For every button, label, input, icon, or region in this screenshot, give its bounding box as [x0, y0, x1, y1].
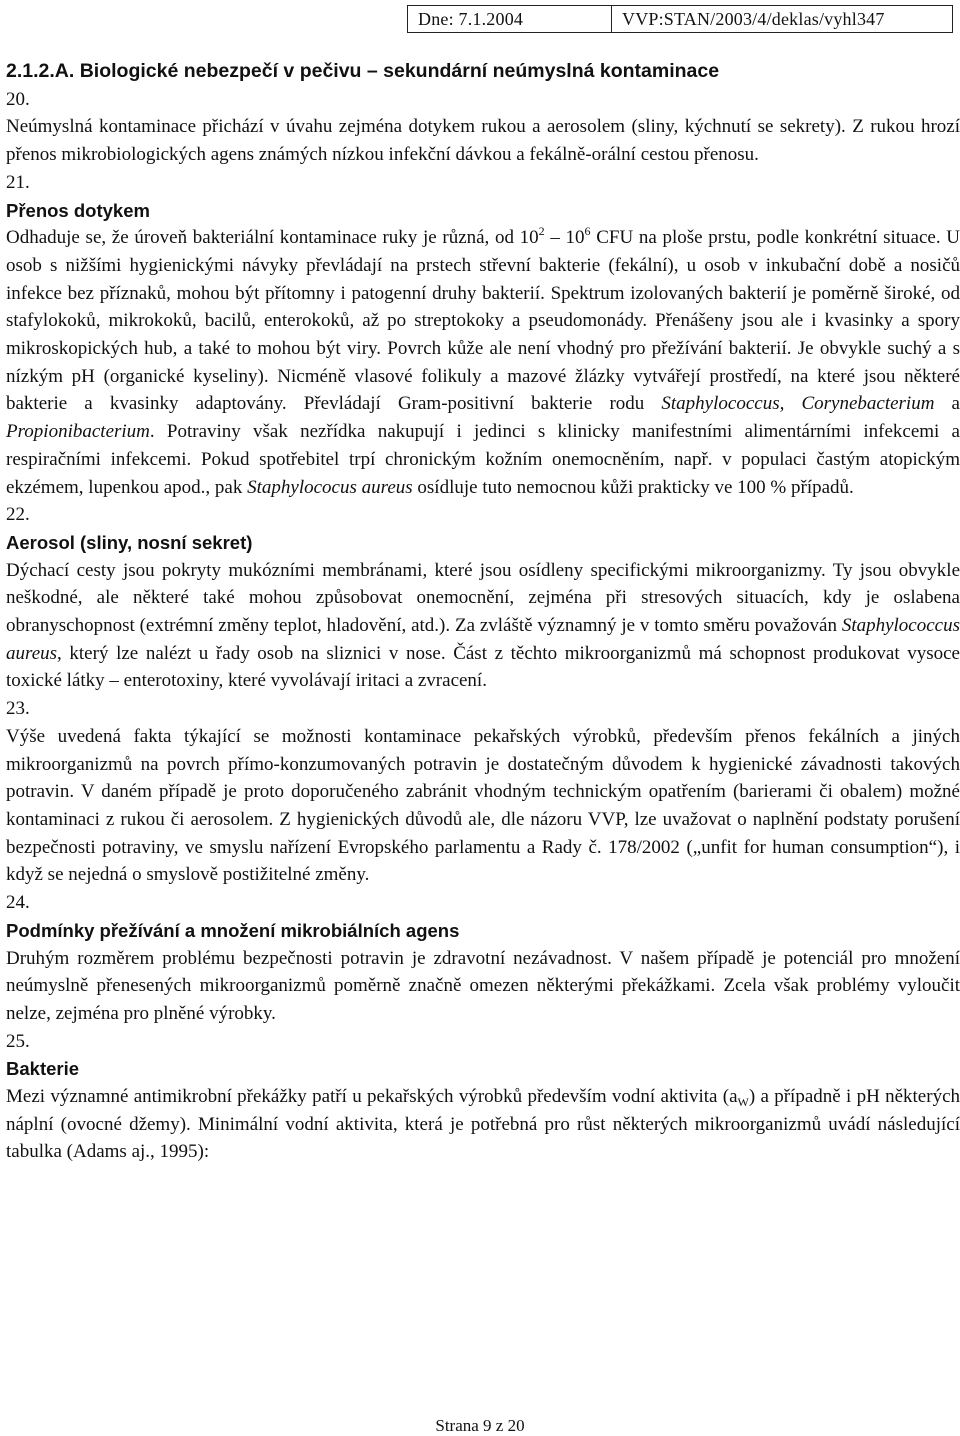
- heading-prenos-dotykem: Přenos dotykem: [6, 199, 150, 221]
- p22-text-b: , který lze nalézt u řady osob na sliznici v nose. Část z těchto mikroorganizmů má schopnost produkovat vysoce toxické látky – enterotoxiny, které vyvolávají iritaci a zvracení.: [6, 642, 960, 692]
- p25-text-a: Mezi významné antimikrobní překážky patří u pekařských výrobků především vodní aktivita (a: [6, 1086, 738, 1108]
- p25-subscript-w: W: [737, 1095, 749, 1110]
- paragraph-20-text: Neúmyslná kontaminace přichází v úvahu zejména dotykem rukou a aerosolem (sliny, kýchnutí se sekrety). Z rukou hrozí přenos mikrobiologických agens známých nízkou infekční dávkou a fekálně-orální cestou přenosu.: [6, 116, 960, 166]
- p21-text-b: – 10: [544, 227, 585, 249]
- section-title: 2.1.2.A. Biologické nebezpečí v pečivu – sekundární neúmyslná kontaminace: [6, 60, 720, 82]
- paragraph-22-text: [6, 557, 960, 696]
- paragraph-number-21: 21.: [6, 171, 30, 193]
- paragraph-25-text: [6, 1083, 960, 1166]
- page-content: [6, 58, 960, 1166]
- paragraph-number-23: 23.: [6, 698, 30, 720]
- p21-text-c: CFU na ploše prstu, podle konkrétní situace. U osob s nižšími hygienickými návyky převládají na prstech střevní bakterie (fekální), u osob v inkubační době a nosičů infekce bez příznaků, mohou být přítomny i patogenní druhy bakterií. Spektrum izolovaných bakterií je poměrně široké, od stafylokoků, mikrokoků, bacilů, enterokoků, až po streptokoky a pseudomonády. Přenášeny jsou ale i kvasinky a spory mikroskopických hub, a také to mohou být viry. Povrch kůže ale není vhodný pro přežívání bakterií. Je obvykle suchý a s nízkým pH (organické kyseliny). Nicméně vlasové folikuly a mazové žlázky vytvářejí prostředí, na které jsou některé bakterie a kvasinky adaptovány. Převládají Gram-positivní bakterie rodu: [6, 227, 960, 415]
- p25-text-b: ) a případně i pH některých náplní (ovocné džemy). Minimální vodní aktivita, která je potřebná pro růst některých mikroorganizmů uvádí následující tabulka (Adams aj., 1995):: [6, 1086, 960, 1163]
- heading-bakterie: Bakterie: [6, 1058, 80, 1080]
- header-date: Dne: 7.1.2004: [418, 9, 524, 29]
- paragraph-number-24: 24.: [6, 892, 30, 914]
- p21-text-d: a: [934, 393, 960, 415]
- paragraph-number-22: 22.: [6, 504, 30, 526]
- p21-exponent-b: 6: [584, 224, 591, 239]
- paragraph-24-text: Druhým rozměrem problému bezpečnosti potravin je zdravotní nezávadnost. V našem případě je potenciál pro množení neúmyslně přenesených mikroorganizmů poměrně značně omezen některými překážkami. Zcela však problémy vyloučit nelze, zejména pro plněné výrobky.: [6, 947, 960, 1024]
- p21-italic-staph-aureus: Staphylococus aureus: [247, 476, 413, 498]
- p21-text-a: Odhaduje se, že úroveň bakteriální kontaminace ruky je různá, od 10: [6, 227, 539, 249]
- p21-exponent-a: 2: [538, 224, 545, 239]
- document-header: [407, 5, 953, 33]
- paragraph-number-20: 20.: [6, 88, 30, 110]
- paragraph-number-25: 25.: [6, 1030, 30, 1052]
- p22-text-a: Dýchací cesty jsou pokryty mukózními membránami, které jsou osídleny specifickými mikroorganizmy. Ty jsou obvykle neškodné, ale některé také mohou způsobovat onemocnění, zejména při stresových situacích, kdy je oslabena obranyschopnost (extrémní změny teplot, hladovění, atd.). Za zvláště významný je v tomto směru považován: [6, 559, 960, 637]
- page-number: Strana 9 z 20: [435, 1416, 525, 1435]
- heading-podminky: Podmínky přežívání a množení mikrobiálních agens: [6, 919, 460, 941]
- p22-italic-staph-aureus: Staphylococcus aureus: [6, 615, 960, 664]
- header-reference: VVP:STAN/2003/4/deklas/vyhl347: [622, 9, 885, 29]
- p21-text-e: . Potraviny však nezřídka nakupují i jedinci s klinicky manifestními alimentárními infekcemi a respiračními infekcemi. Pokud spotřebitel trpí chronickým kožním onemocněním, např. v populaci častým atopickým ekzémem, lupenkou apod., pak: [6, 421, 960, 498]
- paragraph-23-text: Výše uvedená fakta týkající se možnosti kontaminace pekařských výrobků, především přenos fekálních a jiných mikroorganizmů na povrch přímo-konzumovaných potravin je dostatečným důvodem k hygienické závadnosti takových potravin. V daném případě je proto doporučeného zabránit vhodným technickým opatřením (barierami či obalem) možné kontaminaci z rukou či aerosolem. Z hygienických důvodů ale, dle názoru VVP, lze uvažovat o naplnění podstaty porušení bezpečnosti potraviny, ve smyslu nařízení Evropského parlamentu a Rady č. 178/2002 („unfit for human consumption“), i když se nejedná o smyslově postižitelné změny.: [6, 725, 960, 886]
- paragraph-21-text: [6, 224, 960, 501]
- heading-aerosol: Aerosol (sliny, nosní sekret): [6, 531, 253, 553]
- p21-text-f: osídluje tuto nemocnou kůži prakticky ve 100 % případů.: [412, 476, 854, 498]
- header-divider: [611, 6, 612, 32]
- p21-italic-genera: Staphylococcus, Corynebacterium: [661, 393, 935, 415]
- p21-italic-propionibacterium: Propionibacterium: [6, 421, 150, 443]
